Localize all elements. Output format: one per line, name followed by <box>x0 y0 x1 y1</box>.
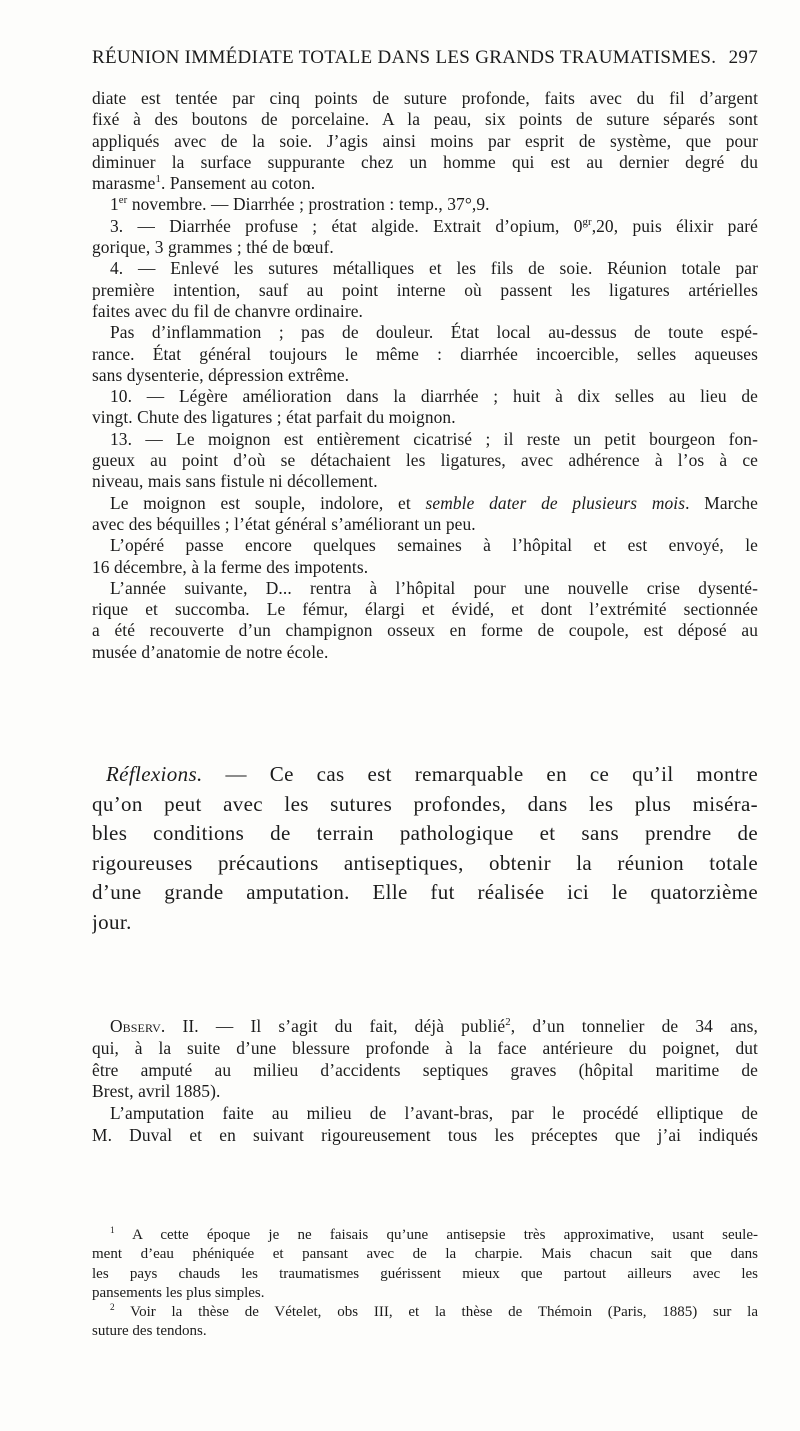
text-line <box>92 194 758 215</box>
ordinal-superscript: er <box>118 194 128 207</box>
text-line: 13. — Le moignon est entièrement cicatrisé ; il reste un petit bourgeon fon- <box>110 428 758 449</box>
text-segment: Le moignon est souple, indolore, et <box>110 492 426 513</box>
text-line: rance. État général toujours le même : diarrhée incoercible, selles aqueuses <box>92 343 758 364</box>
text-line: avec des béquilles ; l’état général s’améliorant un peu. <box>92 513 476 534</box>
text-line: L’opéré passe encore quelques semaines à l’hôpital et est envoyé, le <box>110 535 758 556</box>
text-line: a été recouverte d’un champignon osseux en forme de coupole, est déposé au <box>92 620 758 641</box>
case-report-text <box>92 88 758 663</box>
footnote-line <box>92 1226 758 1245</box>
text-line: qu’on peut avec les sutures profondes, dans les plus miséra- <box>92 791 758 816</box>
text-line: 4. — Enlevé les sutures métalliques et les fils de soie. Réunion totale par <box>110 258 758 279</box>
italic-phrase: semble dater de plusieurs mois <box>425 492 686 513</box>
text-line: vingt. Chute des ligatures ; état parfait du moignon. <box>92 407 456 428</box>
text-line <box>92 760 758 790</box>
running-header <box>92 47 758 77</box>
text-line: première intention, sauf au point interne où passent les ligatures artérielles <box>92 279 758 300</box>
text-line: rigoureuses précautions antiseptiques, obtenir la réunion totale <box>92 850 758 875</box>
footnote-line: ment d’eau phéniquée et pansant avec de la charpie. Mais chacun sait que dans <box>92 1246 758 1263</box>
text-line: appliqués avec de la soie. J’agis ainsi moins par esprit de système, que pour <box>92 130 758 151</box>
page-number: 297 <box>728 47 758 68</box>
text-line: diminuer la surface suppurante chez un homme qui est au dernier degré du <box>92 151 758 172</box>
text-line: d’une grande amputation. Elle fut réalisée ici le quatorzième <box>92 880 758 904</box>
text-segment: , d’un tonnelier de 34 ans, <box>510 1016 758 1036</box>
text-line: gorique, 3 grammes ; thé de bœuf. <box>92 237 334 258</box>
text-line: gueux au point d’où se détachaient les ligatures, avec adhérence à l’os à ce <box>92 450 758 471</box>
text-line: bles conditions de terrain pathologique et sans prendre de <box>92 821 758 845</box>
text-line: L’amputation faite au milieu de l’avant-bras, par le procédé elliptique de <box>110 1103 758 1124</box>
footnote-ref-2: 2 <box>505 1016 511 1029</box>
text-line: faites avec du fil de chanvre ordinaire. <box>92 300 364 321</box>
reflexions-paragraph <box>92 760 758 937</box>
text-line: niveau, mais sans fistule ni décollement. <box>92 471 378 492</box>
text-segment: — Il s’agit du fait, déjà publié <box>198 1016 506 1036</box>
text-line: 16 décembre, à la ferme des impotents. <box>92 556 369 577</box>
text-line: sans dysenterie, dépression extrême. <box>92 364 350 385</box>
footnote-mark: 1 <box>110 1226 115 1236</box>
unit-superscript: gr <box>582 215 592 228</box>
running-title: RÉUNION IMMÉDIATE TOTALE DANS LES GRANDS TRAUMATISMES. <box>92 47 717 68</box>
text-segment: novembre. — Diarrhée ; prostration : temp., 37°,9. <box>127 194 490 215</box>
text-line: fixé à des boutons de porcelaine. A la peau, six points de suture séparés sont <box>92 109 758 130</box>
text-segment: marasme <box>92 173 156 194</box>
text-line: Pas d’inflammation ; pas de douleur. État local au-dessus de toute espé- <box>110 322 758 343</box>
text-line: jour. <box>92 909 132 934</box>
text-line: Brest, avril 1885). <box>92 1081 221 1102</box>
text-line <box>92 1016 758 1038</box>
text-segment: Voir la thèse de Vételet, obs III, et la thèse de Thémoin (Paris, 1885) sur la <box>114 1304 758 1321</box>
text-segment: A cette époque je ne faisais qu’une antisepsie très approximative, usant seule- <box>114 1227 758 1243</box>
text-segment: 1 <box>110 194 119 215</box>
text-line <box>92 493 758 514</box>
footnote-mark: 2 <box>110 1303 115 1314</box>
observation-label: Observ. II. <box>110 1016 199 1036</box>
text-line: 10. — Légère amélioration dans la diarrhée ; huit à dix selles au lieu de <box>110 386 758 407</box>
text-line: L’année suivante, D... rentra à l’hôpital pour une nouvelle crise dysenté- <box>110 577 758 598</box>
footnote-ref-1: 1 <box>155 173 161 186</box>
text-segment: 3. — Diarrhée profuse ; état algide. Extrait d’opium, 0 <box>110 215 583 236</box>
text-line: rique et succomba. Le fémur, élargi et évidé, et dont l’extrémité sectionnée <box>92 599 758 620</box>
text-segment: — Ce cas est remarquable en ce qu’il montre <box>202 762 758 786</box>
text-line: être amputé au milieu d’accidents septiques graves (hôpital maritime de <box>92 1059 758 1080</box>
observation-paragraph <box>92 1016 758 1147</box>
text-line <box>92 216 758 237</box>
text-line <box>92 173 758 194</box>
text-line: qui, à la suite d’une blessure profonde à la face antérieure du poignet, dut <box>92 1037 758 1058</box>
text-line: diate est tentée par cinq points de suture profonde, faits avec du fil d’argent <box>92 88 758 108</box>
text-segment: . Marche <box>685 492 758 513</box>
footnote-line: suture des tendons. <box>92 1323 207 1340</box>
footnote-line <box>92 1303 758 1322</box>
text-line: musée d’anatomie de notre école. <box>92 641 329 662</box>
footnote-line: les pays chauds les traumatismes guérissent mieux que partout ailleurs avec les <box>92 1265 758 1282</box>
footnotes <box>92 1226 758 1342</box>
reflexions-label: Réflexions. <box>106 762 203 786</box>
text-segment: . Pansement au coton. <box>160 173 316 194</box>
text-segment: ,20, puis élixir paré <box>591 215 758 236</box>
footnote-line: pansements les plus simples. <box>92 1284 265 1301</box>
text-line: M. Duval et en suivant rigoureusement tous les préceptes que j’ai indiqués <box>92 1124 758 1145</box>
